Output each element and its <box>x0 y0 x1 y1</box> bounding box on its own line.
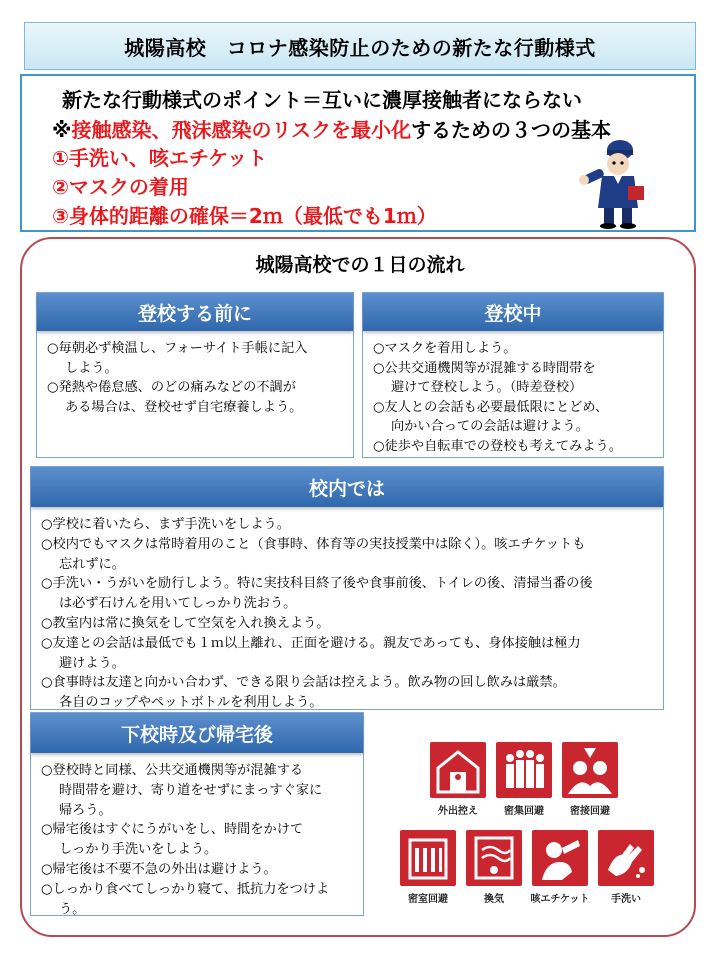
list-item: ○帰宅後は不要不急の外出は避けよう。 <box>41 861 277 877</box>
page-title <box>24 22 696 70</box>
daily-flow-title: 城陽高校での１日の流れ <box>255 254 465 276</box>
list-item-continued: 避けよう。 <box>59 655 125 671</box>
before-school-header: 登校する前に <box>37 293 353 331</box>
point-item-2: ②マスクの着用 <box>52 175 189 199</box>
list-item: ○友人との会話も必要最低限にとどめ、 <box>373 399 609 415</box>
list-item-continued: 避けて登校しよう。（時差登校） <box>391 380 583 395</box>
list-item-continued: 各自のコップやペットボトルを利用しよう。 <box>59 695 323 711</box>
list-item: ○発熱や倦怠感、のどの痛みなどの不調が <box>47 380 296 395</box>
list-item: ○登校時と同様、公共交通機関等が混雑する <box>41 763 304 778</box>
list-item: ○毎朝必ず検温し、フォーサイト手帳に記入 <box>47 341 308 356</box>
before-school-panel <box>36 292 354 458</box>
cough-etiquette-icon <box>532 830 588 886</box>
crowd-icon <box>496 742 552 798</box>
list-item: ○校内でもマスクは常時着用のこと（食事時、体育等の実技授業中は除く）。咳エチケットも <box>41 536 586 552</box>
in-school-panel <box>30 466 664 710</box>
ventilation-icon <box>466 830 522 886</box>
close-contact-icon <box>562 742 618 798</box>
after-school-panel <box>30 712 364 916</box>
list-item: ○帰宅後はすぐにうがいをし、時間をかけて <box>41 822 304 838</box>
hand-washing-icon <box>598 830 654 886</box>
picto-label: 換気 <box>484 894 504 905</box>
list-item-continued: 帰ろう。 <box>59 802 112 818</box>
list-item: ○公共交通機関等が混雑する時間帯を <box>373 360 596 376</box>
closed-room-icon <box>400 830 456 886</box>
picto-label: 密室回避 <box>408 894 448 905</box>
after-school-list <box>41 761 357 919</box>
list-item-continued: は必ず石けんを用いてしっかり洗おう。 <box>59 596 297 612</box>
list-item: ○食事時は友達と向かい合わず、できる限り会話は控えよう。飲み物の回し飲みは厳禁。 <box>41 675 566 691</box>
list-item: ○友達との会話は最低でも１ｍ以上離れ、正面を避ける。親友であっても、身体接触は極力 <box>41 635 581 651</box>
list-item: ○教室内は常に換気をして空気を入れ換えよう。 <box>41 615 330 631</box>
list-item-continued: 忘れずに。 <box>59 556 125 572</box>
points-sub-prefix: ※ <box>52 118 72 142</box>
list-item-continued: ある場合は、登校せず自宅療養しよう。 <box>65 399 303 415</box>
points-sub-highlight: 接触感染、飛沫感染のリスクを最小化 <box>71 118 412 142</box>
list-item-continued: 時間帯を避け、寄り道をせずにまっすぐ家に <box>59 782 323 798</box>
point-item-3: ③身体的距離の確保＝2ｍ（最低でも1ｍ） <box>52 204 437 228</box>
points-heading: 新たな行動様式のポイント＝互いに濃厚接触者にならない <box>62 88 582 112</box>
commute-list <box>373 339 657 456</box>
list-item-continued: う。 <box>59 901 86 917</box>
list-item-continued: しよう。 <box>65 360 118 376</box>
commute-header: 登校中 <box>363 293 663 331</box>
after-school-header: 下校時及び帰宅後 <box>31 713 363 753</box>
in-school-header: 校内では <box>31 467 663 507</box>
picto-label: 手洗い <box>611 894 641 905</box>
in-school-list <box>41 515 657 713</box>
picto-label: 密接回避 <box>570 806 610 817</box>
mascot-student-icon <box>578 138 650 230</box>
list-item: ○手洗い・うがいを励行しよう。特に実技科目終了後や食事前後、トイレの後、清掃当番の後 <box>41 576 593 592</box>
points-sub-suffix: するための３つの基本 <box>411 118 612 142</box>
points-subheading <box>52 114 611 143</box>
picto-label: 外出控え <box>438 806 478 817</box>
picto-label: 密集回避 <box>504 806 544 817</box>
point-item-1: ①手洗い、咳エチケット <box>52 146 268 170</box>
picto-label: 咳エチケット <box>530 894 590 905</box>
list-item-continued: 向かい合っての会話は避けよう。 <box>391 419 589 434</box>
page-title-text: 城陽高校 コロナ感染防止のための新たな行動様式 <box>124 35 596 60</box>
before-school-list <box>47 339 347 417</box>
list-item: ○学校に着いたら、まず手洗いをしよう。 <box>41 517 290 532</box>
list-item: ○しっかり食べてしっかり寝て、抵抗力をつけよ <box>41 881 330 897</box>
commute-panel <box>362 292 664 458</box>
list-item-continued: しっかり手洗いをしよう。 <box>59 842 218 858</box>
list-item: ○徒歩や自転車での登校も考えてみよう。 <box>373 438 622 454</box>
house-stay-home-icon <box>430 742 486 798</box>
list-item: ○マスクを着用しよう。 <box>373 341 517 356</box>
